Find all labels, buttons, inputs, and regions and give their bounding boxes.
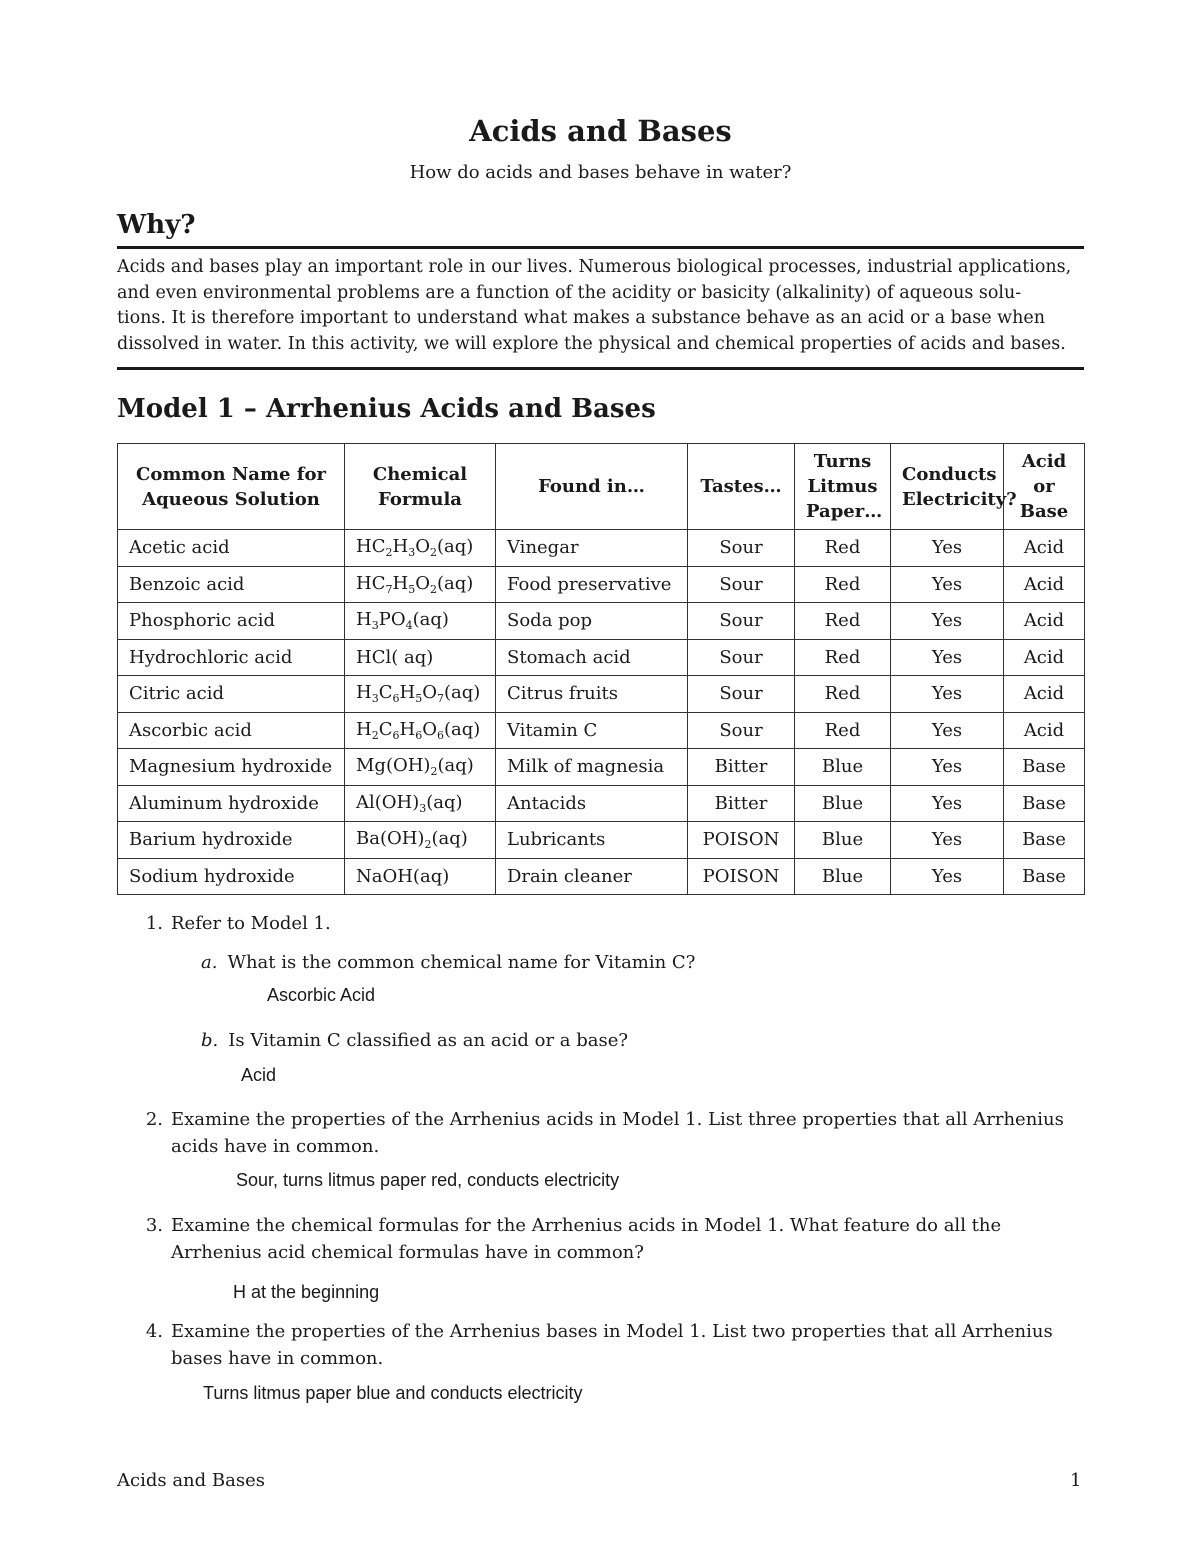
question-number: 1. (145, 913, 163, 934)
cell-conducts: Yes (891, 749, 1004, 786)
cell-acid-or-base: Base (1004, 785, 1085, 822)
cell-conducts: Yes (891, 566, 1004, 603)
cell-name: Sodium hydroxide (118, 858, 345, 895)
cell-taste: Sour (688, 566, 795, 603)
cell-litmus: Red (795, 676, 891, 713)
cell-litmus: Red (795, 712, 891, 749)
table-row (118, 603, 1085, 640)
cell-acid-or-base: Acid (1004, 530, 1085, 567)
cell-formula: $H_3PO_4(aq)$ (345, 603, 496, 640)
question-4 (135, 1318, 1053, 1372)
footer-title: Acids and Bases (117, 1470, 265, 1491)
page-title: Acids and Bases (469, 114, 732, 148)
divider-top (117, 246, 1084, 249)
table-row (118, 566, 1085, 603)
cell-name: Magnesium hydroxide (118, 749, 345, 786)
question-text: What is the common chemical name for Vitamin C? (227, 952, 696, 973)
question-text: Is Vitamin C classified as an acid or a base? (228, 1030, 629, 1051)
cell-formula: $Mg(OH)_2(aq)$ (345, 749, 496, 786)
cell-conducts: Yes (891, 712, 1004, 749)
cell-formula: $Al(OH)_3(aq)$ (345, 785, 496, 822)
cell-conducts: Yes (891, 676, 1004, 713)
question-number: 4. (145, 1321, 163, 1342)
cell-acid-or-base: Acid (1004, 639, 1085, 676)
cell-conducts: Yes (891, 603, 1004, 640)
table-row (118, 530, 1085, 567)
cell-taste: Sour (688, 639, 795, 676)
page-subtitle: How do acids and bases behave in water? (409, 162, 792, 183)
question-text: Examine the properties of the Arrhenius acids in Model 1. List three properties that all Arrhenius (171, 1109, 1064, 1130)
cell-taste: Sour (688, 530, 795, 567)
table-row (118, 712, 1085, 749)
cell-acid-or-base: Acid (1004, 566, 1085, 603)
cell-taste: Bitter (688, 749, 795, 786)
question-text: acids have in common. (171, 1136, 380, 1157)
cell-formula: $HC_2H_3O_2(aq)$ (345, 530, 496, 567)
cell-found-in: Food preservative (496, 566, 688, 603)
cell-taste: Bitter (688, 785, 795, 822)
model-table (117, 443, 1085, 895)
answer-1b: Acid (241, 1065, 277, 1085)
question-text: Arrhenius acid chemical formulas have in common? (171, 1242, 644, 1263)
column-header: Tastes… (688, 444, 795, 530)
answer-4: Turns litmus paper blue and conducts electricity (203, 1383, 583, 1403)
table-header-row (118, 444, 1085, 530)
cell-found-in: Soda pop (496, 603, 688, 640)
cell-formula: $H_3C_6H_5O_7(aq)$ (345, 676, 496, 713)
cell-litmus: Blue (795, 749, 891, 786)
cell-name: Phosphoric acid (118, 603, 345, 640)
cell-acid-or-base: Acid (1004, 676, 1085, 713)
cell-conducts: Yes (891, 822, 1004, 859)
cell-formula: NaOH(aq) (345, 858, 496, 895)
cell-litmus: Blue (795, 858, 891, 895)
cell-taste: Sour (688, 712, 795, 749)
question-1b (201, 1027, 628, 1054)
intro-line: and even environmental problems are a function of the acidity or basicity (alkalinity) of aqueous solu- (117, 282, 1022, 303)
column-header: Conducts Electricity? (891, 444, 1004, 530)
cell-name: Aluminum hydroxide (118, 785, 345, 822)
cell-formula: $HC_7H_5O_2(aq)$ (345, 566, 496, 603)
question-text: bases have in common. (171, 1348, 384, 1369)
cell-name: Acetic acid (118, 530, 345, 567)
answer-3: H at the beginning (233, 1282, 380, 1302)
answer-2: Sour, turns litmus paper red, conducts electricity (236, 1170, 620, 1190)
intro-line: tions. It is therefore important to understand what makes a substance behave as an acid or a base when (117, 308, 1046, 328)
cell-formula: HCl( aq) (345, 639, 496, 676)
intro-line: dissolved in water. In this activity, we will explore the physical and chemical properties of acids and bases. (117, 333, 1066, 354)
cell-found-in: Vitamin C (496, 712, 688, 749)
cell-acid-or-base: Base (1004, 822, 1085, 859)
cell-acid-or-base: Acid (1004, 603, 1085, 640)
question-1a (201, 949, 695, 976)
question-3 (135, 1212, 1001, 1266)
question-2 (135, 1106, 1064, 1160)
cell-found-in: Citrus fruits (496, 676, 688, 713)
cell-litmus: Red (795, 530, 891, 567)
page-number: 1 (1070, 1470, 1082, 1491)
question-number: 3. (145, 1215, 163, 1236)
question-text: Examine the chemical formulas for the Arrhenius acids in Model 1. What feature do all the (171, 1215, 1002, 1236)
table-row (118, 749, 1085, 786)
column-header: Found in… (496, 444, 688, 530)
cell-name: Benzoic acid (118, 566, 345, 603)
cell-litmus: Red (795, 639, 891, 676)
table-row (118, 858, 1085, 895)
table-body (118, 530, 1085, 895)
table-row (118, 639, 1085, 676)
model-title: Model 1 – Arrhenius Acids and Bases (117, 394, 656, 424)
table-row (118, 676, 1085, 713)
cell-name: Hydrochloric acid (118, 639, 345, 676)
cell-found-in: Antacids (496, 785, 688, 822)
divider-bottom (117, 367, 1084, 370)
cell-conducts: Yes (891, 639, 1004, 676)
table-row (118, 822, 1085, 859)
question-number: 2. (145, 1109, 163, 1130)
question-letter: b. (201, 1030, 219, 1051)
cell-taste: POISON (688, 822, 795, 859)
cell-found-in: Lubricants (496, 822, 688, 859)
cell-conducts: Yes (891, 858, 1004, 895)
question-text: Refer to Model 1. (171, 913, 331, 934)
cell-acid-or-base: Base (1004, 858, 1085, 895)
question-text: Examine the properties of the Arrhenius bases in Model 1. List two properties that all Arrhenius (171, 1321, 1053, 1342)
column-header: Acid or Base (1004, 444, 1085, 530)
cell-found-in: Milk of magnesia (496, 749, 688, 786)
question-letter: a. (201, 952, 218, 973)
cell-conducts: Yes (891, 785, 1004, 822)
cell-litmus: Red (795, 566, 891, 603)
cell-found-in: Drain cleaner (496, 858, 688, 895)
question-1 (135, 910, 331, 937)
cell-taste: Sour (688, 603, 795, 640)
cell-taste: Sour (688, 676, 795, 713)
intro-line: Acids and bases play an important role in our lives. Numerous biological processes, industrial applications, (117, 257, 1072, 277)
cell-name: Barium hydroxide (118, 822, 345, 859)
column-header: Common Name for Aqueous Solution (118, 444, 345, 530)
cell-formula: $H_2C_6H_6O_6(aq)$ (345, 712, 496, 749)
intro-paragraph (117, 255, 1084, 357)
cell-formula: $Ba(OH)_2(aq)$ (345, 822, 496, 859)
cell-litmus: Blue (795, 785, 891, 822)
answer-1a: Ascorbic Acid (267, 985, 376, 1005)
column-header: Turns Litmus Paper… (795, 444, 891, 530)
table-row (118, 785, 1085, 822)
cell-acid-or-base: Acid (1004, 712, 1085, 749)
why-heading: Why? (117, 210, 196, 240)
cell-taste: POISON (688, 858, 795, 895)
cell-found-in: Vinegar (496, 530, 688, 567)
cell-name: Citric acid (118, 676, 345, 713)
cell-litmus: Red (795, 603, 891, 640)
cell-litmus: Blue (795, 822, 891, 859)
cell-conducts: Yes (891, 530, 1004, 567)
cell-name: Ascorbic acid (118, 712, 345, 749)
cell-found-in: Stomach acid (496, 639, 688, 676)
cell-acid-or-base: Base (1004, 749, 1085, 786)
column-header: Chemical Formula (345, 444, 496, 530)
